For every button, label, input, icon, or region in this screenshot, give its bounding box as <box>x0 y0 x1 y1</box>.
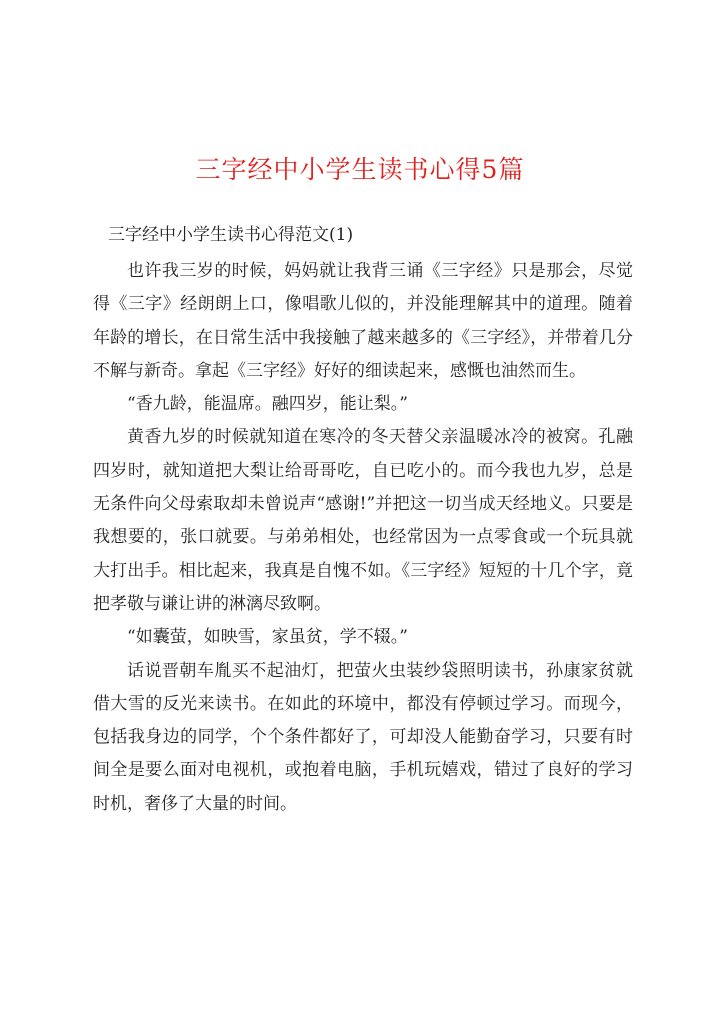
document-body <box>93 255 633 821</box>
paragraph-4-quote: “如囊萤，如映雪，家虽贫，学不辍。” <box>127 627 408 648</box>
document-title: 三字经中小学生读书心得5篇 <box>195 155 525 184</box>
paragraph-1: 也许我三岁的时候，妈妈就让我背三诵《三字经》只是那会，尽觉得《三字》经朗朗上口，像唱歌儿似的，并没能理解其中的道理。随着年龄的增长，在日常生活中我接触了越来越多的《三字经》，并带着几分不解与新奇。拿起《三字经》好好的细读起来，感慨也油然而生。 <box>93 261 633 381</box>
document-subtitle: 三字经中小学生读书心得范文(1) <box>108 225 354 245</box>
paragraph-5: 话说晋朝车胤买不起油灯，把萤火虫装纱袋照明读书，孙康家贫就借大雪的反光来读书。在如此的环境中，都没有停顿过学习。而现今，包括我身边的同学，个个条件都好了，可却没人能勤奋学习，只要有时间全是要么面对电视机，或抱着电脑，手机玩嬉戏，错过了良好的学习时机，奢侈了大量的时间。 <box>93 660 633 814</box>
paragraph-3: 黄香九岁的时候就知道在寒冷的冬天替父亲温暖冰冷的被窝。孔融四岁时，就知道把大梨让给哥哥吃，自已吃小的。而今我也九岁，总是无条件向父母索取却未曾说声“感谢!”并把这一切当成天经地义。只要是我想要的，张口就要。与弟弟相处，也经常因为一点零食或一个玩具就大打出手。相比起来，我真是自愧不如。《三字经》短短的十几个字，竟把孝敬与谦让讲的淋漓尽致啊。 <box>93 427 633 614</box>
paragraph-2-quote: “香九龄，能温席。融四岁，能让梨。” <box>127 394 408 415</box>
